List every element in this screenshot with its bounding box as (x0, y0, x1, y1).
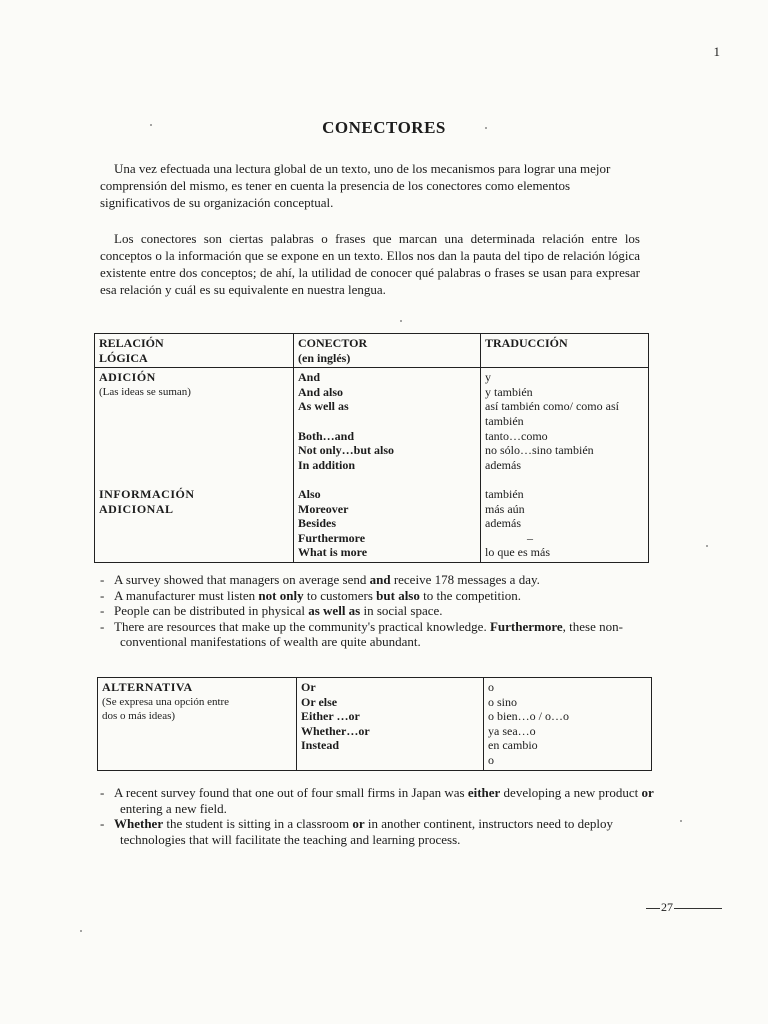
connector-cell (294, 368, 481, 563)
translation-item: – (527, 530, 533, 545)
translation-item: así también como/ como así (485, 399, 619, 414)
example-sentence (100, 816, 660, 847)
translation-item: en cambio (488, 738, 538, 753)
translation-item: y también (485, 384, 533, 399)
translation-item: lo que es más (485, 545, 550, 560)
connector-highlight: either (467, 785, 501, 800)
sentence-text: receive 178 messages a day. (390, 572, 540, 587)
connector-item: Either …or (301, 709, 360, 724)
connector-item: Whether…or (301, 723, 370, 738)
connector-highlight: not only (258, 587, 304, 603)
translation-cell (481, 368, 649, 563)
example-sentence (100, 572, 660, 588)
connector-item: What is more (298, 545, 368, 560)
category-cell: ADICIÓN (Las ideas se suman) INFORMACIÓN ADICIONAL (95, 368, 294, 563)
example-sentence (100, 603, 660, 619)
bullet-dash: - (100, 785, 105, 800)
header-traduccion: TRADUCCIÓN (481, 334, 649, 368)
alternative-examples-list (100, 785, 660, 847)
scan-speck (706, 545, 708, 547)
table-row (98, 678, 652, 771)
connector-highlight: or (641, 785, 654, 800)
header-conector: CONECTOR (en inglés) (294, 334, 481, 368)
translation-item: o bien…o / o…o (488, 709, 569, 724)
connector-item: As well as (298, 399, 349, 414)
sentence-text: developing a new product (500, 785, 642, 800)
bullet-dash: - (100, 572, 105, 587)
sentence-text: There are resources that make up the community's practical knowledge. (114, 618, 490, 634)
category-alternativa: ALTERNATIVA (102, 680, 193, 694)
connector-item: And also (298, 384, 344, 399)
sentence-text: A manufacturer must listen (114, 587, 259, 603)
translation-item: o (488, 680, 494, 694)
connector-item: Or else (301, 694, 338, 709)
connector-highlight: but also (376, 587, 420, 603)
connector-highlight: Furthermore (489, 618, 563, 634)
sentence-text: A recent survey found that one out of four small firms in Japan was (114, 785, 468, 800)
page-number: 1 (713, 44, 720, 59)
category-adicion: ADICIÓN (99, 370, 156, 385)
translation-item: además (485, 457, 521, 472)
page-title: CONECTORES (322, 118, 446, 137)
connector-item: Not only…but also (298, 443, 395, 458)
table-row (95, 368, 649, 563)
connector-highlight: as well as (308, 603, 361, 618)
connectors-table-alternative (97, 677, 652, 771)
example-sentence (100, 588, 660, 604)
connector-item: Instead (301, 738, 340, 753)
category-note: (Se expresa una opción entre (102, 695, 230, 708)
table-header-row (95, 334, 649, 368)
sentence-text: People can be distributed in physical (114, 603, 309, 618)
scan-speck (485, 127, 487, 129)
connector-item: Besides (298, 516, 337, 531)
scan-speck (150, 124, 152, 126)
connector-item: Both…and (298, 428, 355, 443)
translation-item: no sólo…sino también (485, 443, 594, 458)
sentence-text: to the competition. (419, 587, 521, 603)
connector-item: Furthermore (298, 530, 366, 545)
connector-highlight: or (352, 816, 365, 831)
bullet-dash: - (100, 816, 105, 831)
connector-item: Also (298, 486, 321, 501)
footer-page-number: 27 (645, 900, 723, 915)
sentence-text: A survey showed that managers on average send (114, 572, 370, 587)
sentence-text: the student is sitting in a classroom (163, 816, 353, 831)
connector-highlight: and (369, 572, 391, 587)
translation-item: ya sea…o (488, 723, 536, 738)
sentence-text: in social space. (360, 603, 443, 618)
category-note: (Las ideas se suman) (99, 385, 191, 398)
category-informacion: INFORMACIÓN (99, 486, 195, 501)
definition-paragraph: Los conectores son ciertas palabras o frases que marcan una determinada relación entre los conceptos o la información que se expone en un texto. Ellos nos dan la pauta del tipo de relación lógica existente entre dos conceptos; de ahí, la utilidad de conocer qué palabras o frases se usan para expresar esa relación y cuál es su equivalente en nuestra lengua. (100, 231, 640, 297)
translation-item: también (485, 486, 524, 501)
intro-paragraph: Una vez efectuada una lectura global de un texto, uno de los mecanismos para lograr una mejor comprensión del mismo, es tener en cuenta la presencia de los conectores como elementos significativos de su organización conceptual. (100, 161, 611, 210)
category-cell: ALTERNATIVA (Se expresa una opción entre dos o más ideas) (98, 678, 297, 771)
addition-examples-list (100, 572, 660, 650)
translation-item: también (485, 413, 524, 428)
bullet-dash: - (100, 618, 105, 634)
translation-item: tanto…como (485, 428, 548, 443)
header-relacion: RELACIÓN LÓGICA (95, 334, 294, 368)
translation-item: y (485, 370, 491, 385)
translation-item: más aún (485, 501, 525, 516)
connector-highlight: Whether (114, 816, 164, 831)
scan-speck (80, 930, 82, 932)
example-sentence (100, 619, 660, 650)
connectors-table-addition (94, 333, 649, 563)
scan-speck (400, 320, 402, 322)
translation-cell (484, 678, 652, 771)
sentence-text: in another continent, instructors need to deploy technologies that will facilitate the teaching and learning process. (120, 816, 613, 847)
bullet-dash: - (100, 587, 105, 603)
bullet-dash: - (100, 603, 105, 618)
connector-item: In addition (298, 457, 356, 472)
translation-item: además (485, 516, 521, 531)
connector-cell (297, 678, 484, 771)
sentence-text: entering a new field. (120, 800, 227, 816)
sentence-text: to customers (303, 587, 377, 603)
sentence-text: , these non-conventional manifestations of wealth are quite abundant. (120, 618, 623, 649)
scan-speck (680, 820, 682, 822)
connector-item: Moreover (298, 501, 349, 516)
translation-item: o sino (488, 694, 518, 709)
connector-item: And (298, 370, 321, 385)
connector-item: Or (301, 680, 316, 694)
example-sentence (100, 785, 660, 816)
translation-item: o (488, 752, 494, 767)
